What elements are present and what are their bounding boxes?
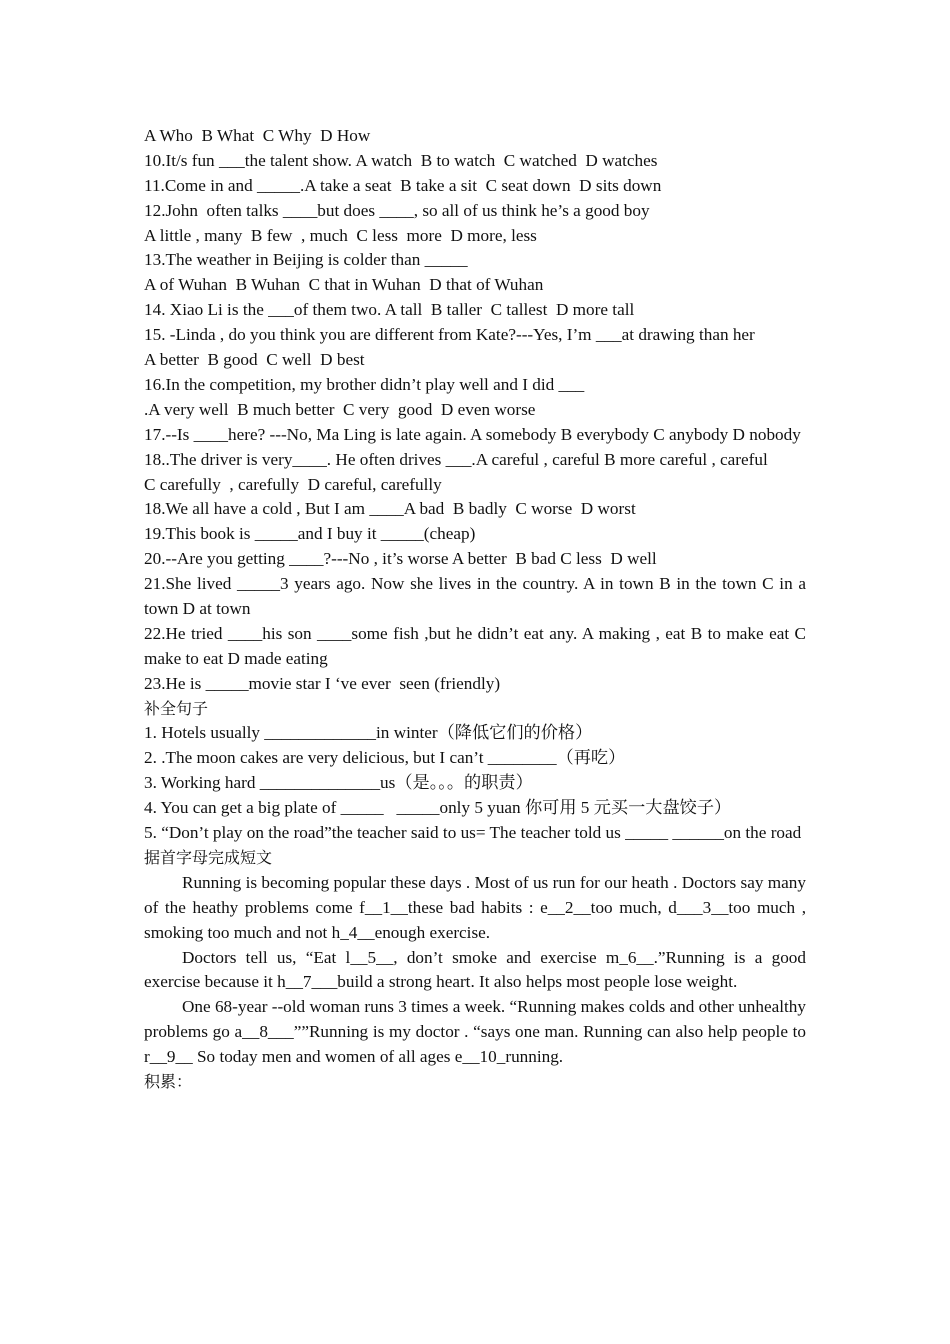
section-accumulation-title: 积累：: [144, 1072, 193, 1092]
question-15: 15. -Linda , do you think you are different from Kate?---Yes, I’m ___at drawing than her: [144, 325, 755, 345]
question-12-options: A little , many B few , much C less more D more, less: [144, 225, 537, 245]
section-cloze-title: 据首字母完成短文: [144, 847, 273, 867]
q9-options: A Who B What C Why D How: [144, 126, 371, 145]
question-14: 14. Xiao Li is the ___of them two. A tall B taller C tallest D more tall: [144, 300, 635, 320]
question-13: 13.The weather in Beijing is colder than _____: [144, 250, 468, 270]
question-13-options: A of Wuhan B Wuhan C that in Wuhan D that of Wuhan: [144, 275, 544, 295]
sentence-5: 5. “Don’t play on the road”the teacher said to us= The teacher told us _____ ______on the road: [144, 823, 802, 843]
question-17: 17.--Is ____here? ---No, Ma Ling is late again. A somebody B everybody C anybody D nobody: [144, 424, 801, 444]
question-15-options: A better B good C well D best: [144, 350, 365, 370]
question-21: 21.She lived _____3 years ago. Now she lives in the country. A in town B in the town C in a town D at town: [144, 574, 806, 618]
question-18b: 18.We all have a cold , But I am ____A bad B badly C worse D worst: [144, 499, 636, 519]
question-16-options: .A very well B much better C very good D even worse: [144, 399, 536, 419]
question-11: 11.Come in and _____.A take a seat B take a sit C seat down D sits down: [144, 175, 662, 195]
question-12: 12.John often talks ____but does ____, so all of us think he’s a good boy: [144, 200, 650, 220]
question-20: 20.--Are you getting ____?---No , it’s worse A better B bad C less D well: [144, 549, 657, 569]
question-23: 23.He is _____movie star I ‘ve ever seen (friendly): [144, 673, 501, 693]
question-10: 10.It/s fun ___the talent show. A watch B to watch C watched D watches: [144, 150, 658, 170]
passage-paragraph-3: One 68-year --old woman runs 3 times a week. “Running makes colds and other unhealthy problems go a__8___””Running is my doctor . “says one man. Running can also help people to r__9__ So today men and women of all ages e__10_running.: [144, 997, 806, 1067]
question-18a-options: C carefully , carefully D careful, carefully: [144, 474, 442, 494]
sentence-4: 4. You can get a big plate of _____ _____only 5 yuan 你可用 5 元买一大盘饺子）: [144, 798, 732, 818]
passage-paragraph-2: Doctors tell us, “Eat l__5__, don’t smoke and exercise m_6__.”Running is a good exercise because it h__7___build a strong heart. It also helps most people lose weight.: [144, 947, 806, 992]
sentence-3: 3. Working hard ______________us（是。。。的职责）: [144, 773, 533, 793]
question-18a: 18..The driver is very____. He often drives ___.A careful , careful B more careful , careful: [144, 449, 768, 469]
sentence-2: 2. .The moon cakes are very delicious, but I can’t ________（再吃）: [144, 748, 626, 768]
question-19: 19.This book is _____and I buy it _____(cheap): [144, 524, 476, 544]
passage-paragraph-1: Running is becoming popular these days . Most of us run for our heath . Doctors say many of the heathy problems come f__1__these bad habits : e__2__too much, d___3__too much , smoking too much and not h_4__enough exercise.: [144, 872, 806, 942]
section-complete-sentences-title: 补全句子: [144, 698, 209, 718]
question-16: 16.In the competition, my brother didn’t play well and I did ___: [144, 374, 585, 394]
sentence-1: 1. Hotels usually _____________in winter（降低它们的价格）: [144, 723, 593, 743]
question-22: 22.He tried ____his son ____some fish ,but he didn’t eat any. A making , eat B to make eat C make to eat D made eating: [144, 623, 806, 668]
document-page: [144, 124, 806, 1095]
